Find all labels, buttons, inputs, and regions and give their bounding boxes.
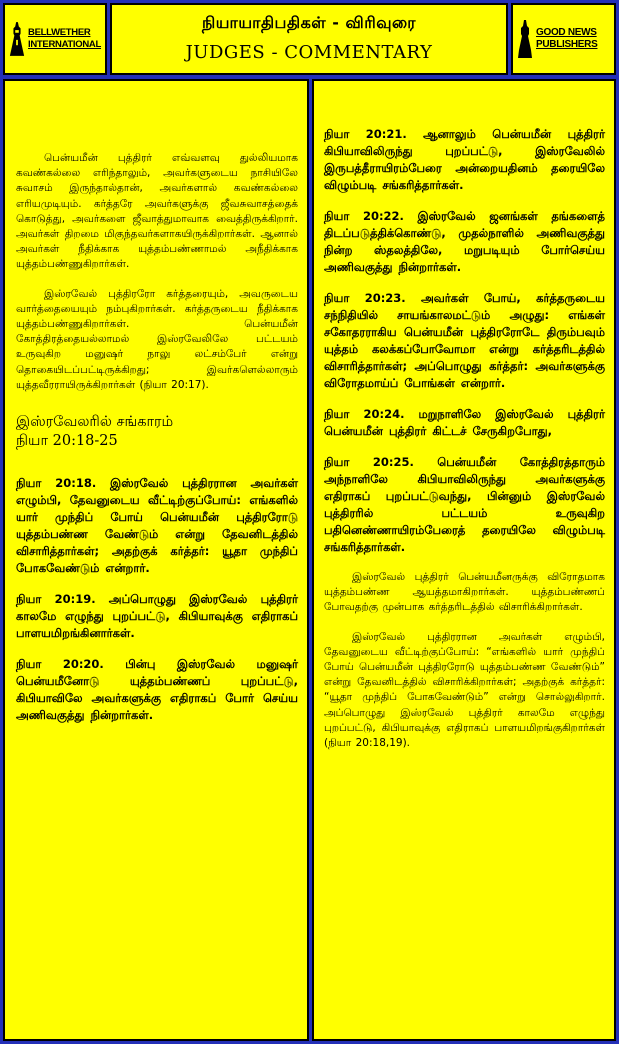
section-heading-reference: நியா 20:18-25 <box>16 433 118 450</box>
verse-20-22: நியா 20:22. இஸ்ரவேல் ஜனங்கள் தங்களைத் திடப்படுத்திக்கொண்டு, முதல்நாளில் அணிவகுத்து நின்ற ஸ்தலத்திலே, மறுபடியும் போர்செய்ய அணிவகுத்து நின்றார்கள். <box>324 209 605 274</box>
page-header <box>110 3 508 75</box>
section-heading-title: இஸ்ரவேலரில் சங்காரம் <box>16 414 174 431</box>
logo-left-line2: INTERNATIONAL <box>28 39 101 50</box>
right-column <box>312 79 616 1041</box>
verse-20-23: நியா 20:23. அவர்கள் போய், கர்த்தருடைய சந்நிதியில் சாயங்காலமட்டும் அழுது: எங்கள் சகோதரராகிய பென்யமீன் புத்திரரோடே திரும்பவும் யுத்தம் கலக்கப்போவோமா என்று கர்த்தரிடத்தில் விசாரித்தார்கள்; அப்பொழுது கர்த்தர்: அவர்களுக்கு விரோதமாய்ப் போங்கள் என்றார். <box>324 291 605 390</box>
verse-20-20: நியா 20:20. பின்பு இஸ்ரவேல் மனுஷர் பென்யமீனோடு யுத்தம்பண்ணப் புறப்பட்டு, கிபியாவிலே அவர்களுக்கு எதிராகப் போர் செய்ய அணிவகுத்து நின்றார்கள். <box>16 657 298 723</box>
logo-right-line2: PUBLISHERS <box>536 39 598 50</box>
bell-tower-icon <box>9 19 25 59</box>
verse-20-25: நியா 20:25. பென்யமீன் கோத்திரத்தாரும் அந்நாளிலே கிபியாவிலிருந்து அவர்களுக்கு எதிராகப் புறப்பட்டுவந்து, பின்னும் இஸ்ரவேல் புத்திரரில் பட்டயம் உருவுகிற பதினெண்ணாயிரம்பேரைத் தரையிலே விழும்படி சங்கரித்தார்கள். <box>324 455 605 554</box>
verse-20-24: நியா 20:24. மறுநாளிலே இஸ்ரவேல் புத்திரர் பென்யமீன் புத்திரர் கிட்டச் சேருகிறபோது, <box>324 407 605 438</box>
publisher-logo-left <box>3 3 107 75</box>
verse-20-18: நியா 20:18. இஸ்ரவேல் புத்திரரான அவர்கள் எழும்பி, தேவனுடைய வீட்டிற்குப்போய்: எங்களில் யார் முந்திப் போய் பென்யமீன் புத்திரரோடு யுத்தம்பண்ண வேண்டும் என்று தேவனிடத்தில் விசாரித்தார்கள்; அதற்குக் கர்த்தர்: யூதா முந்திப் போகவேண்டும் என்றார். <box>16 476 298 576</box>
logo-left-line1: BELLWETHER <box>28 27 91 38</box>
commentary-paragraph-4: இஸ்ரவேல் புத்திரரான அவர்கள் எழும்பி, தேவனுடைய வீட்டிற்குப்போய்: “எங்களில் யார் முந்திப் போய் பென்யமீன் புத்திரரோடு யுத்தம்பண்ண வேண்டும்” என்று தேவனிடத்தில் விசாரிக்கிறார்கள்; அதற்குக் கர்த்தர்: “யூதா முந்திப் போகவேண்டும்” என்று சொல்லுகிறார். அப்பொழுது இஸ்ரவேல் புத்திரர் காலமே எழுந்து புறப்பட்டு, கிபியாவுக்கு எதிராகப் பாளயமிறங்குகிறார்கள் (நியா 20:18,19). <box>324 630 605 750</box>
verse-20-19: நியா 20:19. அப்பொழுது இஸ்ரவேல் புத்திரர் காலமே எழுந்து புறப்பட்டு, கிபியாவுக்கு எதிராகப் பாளயமிறங்கினார்கள். <box>16 592 298 641</box>
commentary-paragraph-2: இஸ்ரவேல் புத்திரரோ கர்த்தரையும், அவருடைய வார்த்தையையும் நம்புகிறார்கள். கர்த்தருடைய நீதிக்காக யுத்தம்பண்ணுகிறார்கள். பென்யமீன் கோத்திரத்தையல்லாமல் இஸ்ரவேலிலே பட்டயம் உருவுகிற மனுஷர் நாலு லட்சம்பேர் என்று தொகையிடப்பட்டிருக்கிறது; இவர்களெல்லாரும் யுத்தவீரராயிருக்கிறார்கள் (நியா 20:17). <box>16 287 298 391</box>
commentary-paragraph-3: இஸ்ரவேல் புத்திரர் பென்யமீனருக்கு விரோதமாக யுத்தம்பண்ண ஆயத்தமாகிறார்கள். யுத்தம்பண்ணப் போவதற்கு முன்பாக கர்த்தரிடத்தில் விசாரிக்கிறார்கள். <box>324 571 605 614</box>
left-column <box>3 79 309 1041</box>
section-heading <box>16 413 298 451</box>
publisher-logo-right <box>511 3 616 75</box>
page-title-english: JUDGES - COMMENTARY <box>185 42 433 63</box>
verse-20-21: நியா 20:21. ஆனாலும் பென்யமீன் புத்திரர் கிபியாவிலிருந்து புறப்பட்டு, இஸ்ரவேலில் இருபத்தீராயிரம்பேரை அன்றையதினம் தரையிலே விழும்படி சங்கரித்தார்கள். <box>324 127 605 192</box>
page-title-tamil: நியாயாதிபதிகள் - விரிவுரை <box>202 13 416 32</box>
commentary-paragraph-1: பென்யமீன் புத்திரர் எவ்வளவு துல்லியமாக கவண்கல்லை எரிந்தாலும், அவர்களுடைய நாசியிலே சுவாசம் இருந்தால்தான், அவர்களால் கவண்கல்லை எரியமுடியும். கர்த்தரே அவர்களுக்கு ஜீவசுவாசத்தைக் கொடுத்து, அவர்களை ஜீவாத்துமாவாக வைத்திருக்கிறார். அவர்கள் திறமை மிகுந்தவர்களாகயிருக்கிறார்கள். ஆனால் அவர்கள் நீதிக்காக யுத்தம்பண்ணாமல் அநீதிக்காக யுத்தம்பண்ணுகிறார்கள். <box>16 152 298 271</box>
logo-right-line1: GOOD NEWS <box>536 27 597 38</box>
tower-icon <box>517 19 533 59</box>
